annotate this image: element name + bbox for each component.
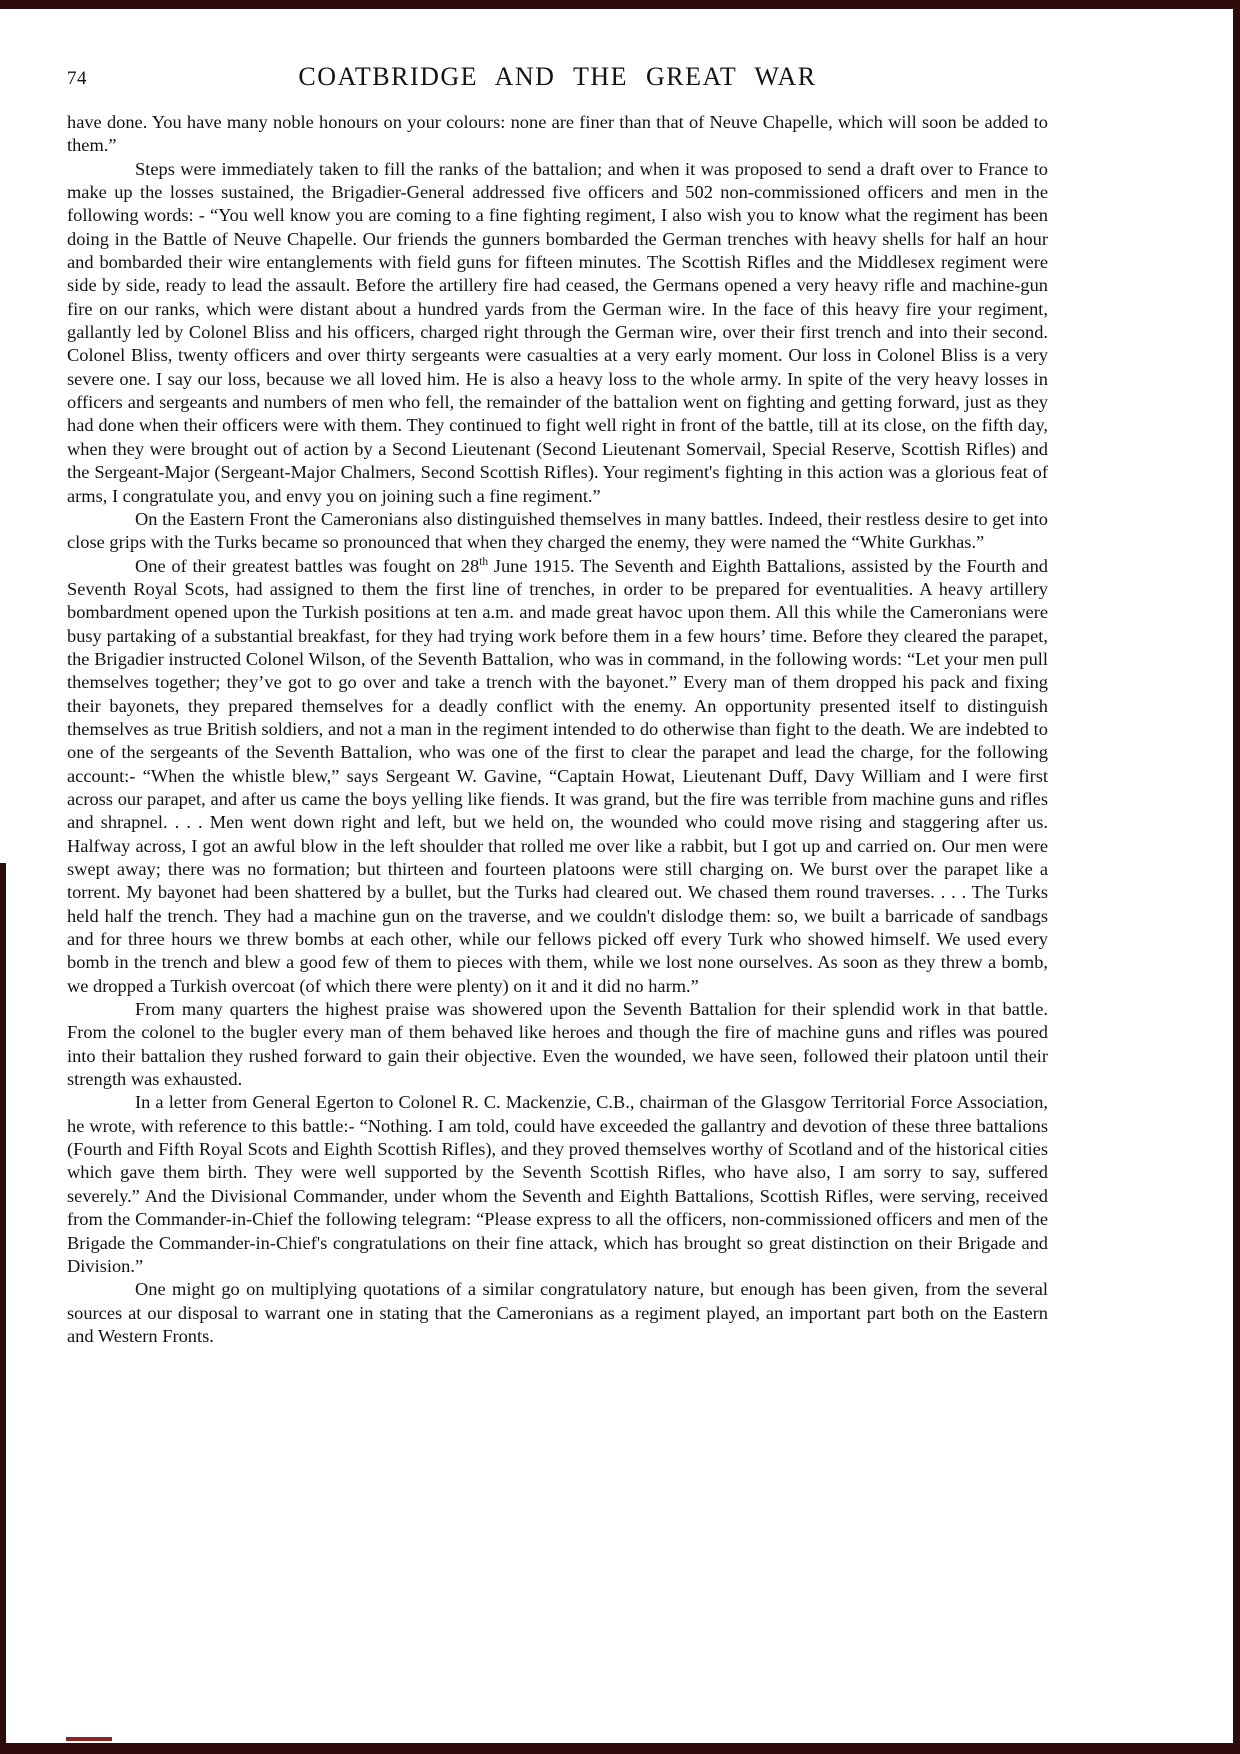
scan-red-mark: [66, 1737, 112, 1741]
page-content: [67, 62, 1048, 1348]
paragraph-draft-address: Steps were immediately taken to fill the ranks of the battalion; and when it was proposed to send a draft over to France to make up the losses sustained, the Brigadier-General addressed five officers and 502 non-commissioned officers and men in the following words: - “You well know you are coming to a fine fighting regiment, I also wish you to know what the regiment has been doing in the Battle of Neuve Chapelle. Our friends the gunners bombarded the German trenches with heavy shells for half an hour and bombarded their wire entanglements with field guns for fifteen minutes. The Scottish Rifles and the Middlesex regiment were side by side, ready to lead the assault. Before the artillery fire had ceased, the Germans opened a very heavy rifle and machine-gun fire on our ranks, which were distant about a hundred yards from the German wire. In the face of this heavy fire your regiment, gallantly led by Colonel Bliss and his officers, charged right through the German wire, over their first trench and into their second. Colonel Bliss, twenty officers and over thirty sergeants were casualties at a very early moment. Our loss in Colonel Bliss is a very severe one. I say our loss, because we all loved him. He is also a heavy loss to the whole army. In spite of the very heavy losses in officers and sergeants and numbers of men who fell, the remainder of the battalion went on fighting and getting forward, just as they had done when their officers were with them. They continued to fight well right in front of the battle, till at its close, on the fifth day, when they were brought out of action by a Second Lieutenant (Second Lieutenant Somervail, Special Reserve, Scottish Rifles) and the Sergeant-Major (Sergeant-Major Chalmers, Second Scottish Rifles). Your regiment's fighting in this action was a glorious feat of arms, I congratulate you, and envy you on joining such a fine regiment.”: [67, 158, 1048, 506]
scan-border-top: [0, 0, 1240, 9]
paragraph-greatest-battle-pre: One of their greatest battles was fought on 28: [135, 555, 480, 576]
paragraph-conclusion: One might go on multiplying quotations of a similar congratulatory nature, but enough has been given, from the several sources at our disposal to warrant one in stating that the Cameronians as a regiment played, an important part both on the Eastern and Western Fronts.: [67, 1279, 1048, 1346]
paragraph-greatest-battle-post: June 1915. The Seventh and Eighth Battalions, assisted by the Fourth and Seventh Royal Scots, had assigned to them the first line of trenches, in order to be prepared for eventualities. A heavy artillery bombardment opened upon the Turkish positions at ten a.m. and made great havoc upon them. All this while the Cameronians were busy partaking of a substantial breakfast, for they had trying work before them in a few hours’ time. Before they cleared the parapet, the Brigadier instructed Colonel Wilson, of the Seventh Battalion, who was in command, in the following words: “Let your men pull themselves together; they’ve got to go over and take a trench with the bayonet.” Every man of them dropped his pack and fixing their bayonets, they prepared themselves for a deadly conflict with the enemy. An opportunity presented itself to distinguish themselves as true British soldiers, and not a man in the regiment intended to do otherwise than fight to the death. We are indebted to one of the sergeants of the Seventh Battalion, who was one of the first to clear the parapet and lead the charge, for the following account:- “When the whistle blew,” says Sergeant W. Gavine, “Captain Howat, Lieutenant Duff, Davy William and I were first across our parapet, and after us came the boys yelling like fiends. It was grand, but the fire was terrible from machine guns and rifles and shrapnel. . . . Men went down right and left, but we held on, the wounded who could move rising and staggering after us. Halfway across, I got an awful blow in the left shoulder that rolled me over like a rabbit, but I got up and carried on. Our men were swept away; there was no formation; but thirteen and fourteen platoons were still charging on. We burst over the parapet like a torrent. My bayonet had been shattered by a bullet, but the Turks had cleared out. We chased them round traverses. . . . The Turks held half the trench. They had a machine gun on the traverse, and we couldn't dislodge them: so, we built a barricade of sandbags and for three hours we threw bombs at each other, while our fellows picked off every Turk who showed himself. We used every bomb in the trench and blew a good few of them to pieces with them, while we lost none ourselves. As soon as they threw a bomb, we dropped a Turkish overcoat (of which there were plenty) on it and it did no harm.”: [67, 555, 1048, 996]
page-number: 74: [67, 68, 87, 89]
body-text: [67, 111, 1048, 1348]
paragraph-continuation: have done. You have many noble honours on your colours: none are finer than that of Neuve Chapelle, which will soon be added to them.”: [67, 112, 1048, 156]
paragraph-praise: From many quarters the highest praise was showered upon the Seventh Battalion for their splendid work in that battle. From the colonel to the bugler every man of them behaved like heroes and though the fire of machine guns and rifles was poured into their battalion they rushed forward to gain their objective. Even the wounded, we have seen, followed their platoon until their strength was exhausted.: [67, 999, 1048, 1090]
scan-border-left: [0, 863, 6, 1754]
page-header-row: [67, 62, 1048, 98]
paragraph-eastern-front: On the Eastern Front the Cameronians also distinguished themselves in many battles. Indeed, their restless desire to get into close grips with the Turks became so pronounced that when they charged the enemy, they were named the “White Gurkhas.”: [67, 508, 1048, 553]
paragraph-egerton-letter: In a letter from General Egerton to Colonel R. C. Mackenzie, C.B., chairman of the Glasgow Territorial Force Association, he wrote, with reference to this battle:- “Nothing. I am told, could have exceeded the gallantry and devotion of these three battalions (Fourth and Fifth Royal Scots and Eighth Scottish Rifles), and they proved themselves worthy of Scotland and of the historical cities which gave them birth. They were well supported by the Seventh Scottish Rifles, who have also, I am sorry to say, suffered severely.” And the Divisional Commander, under whom the Seventh and Eighth Battalions, Scottish Rifles, were serving, received from the Commander-in-Chief the following telegram: “Please express to all the officers, non-commissioned officers and men of the Brigade the Commander-in-Chief's congratulations on their fine attack, which has brought so great distinction on their Brigade and Division.”: [67, 1092, 1048, 1276]
page-title: COATBRIDGE AND THE GREAT WAR: [298, 62, 817, 91]
paragraph-greatest-battle: [67, 555, 1048, 999]
scan-border-right: [1233, 0, 1240, 1754]
scan-border-bottom: [0, 1743, 1240, 1754]
ordinal-superscript: th: [479, 555, 489, 568]
